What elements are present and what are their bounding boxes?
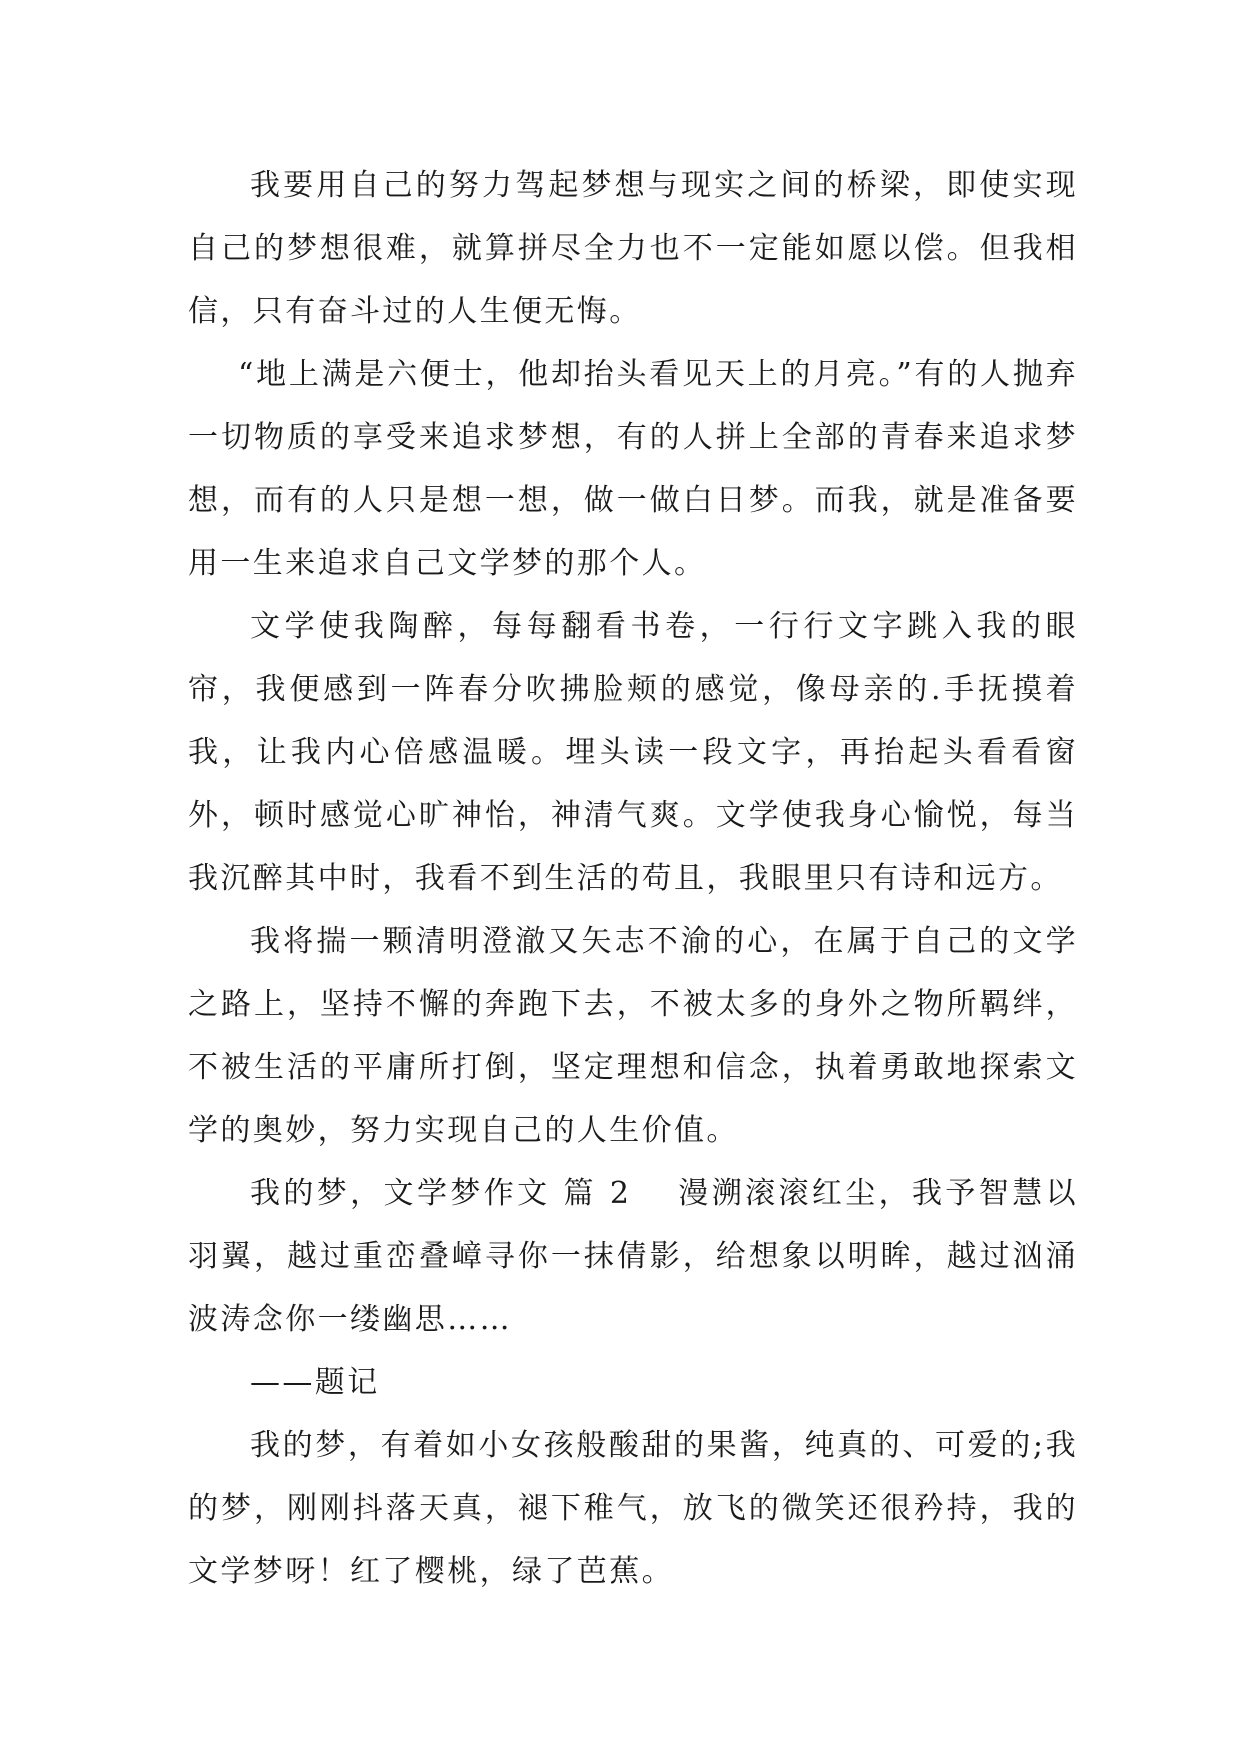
essay-opening: 漫溯滚滚红尘，我予智慧以羽翼，越过重峦叠嶂寻你一抹倩影，给想象以明眸，越过汹涌波涛念你一缕幽思…… — [188, 1176, 1078, 1337]
document-body — [188, 154, 1078, 1603]
essay-title: 我的梦，文学梦作文 — [250, 1176, 551, 1211]
paragraph-bridge: 我要用自己的努力驾起梦想与现实之间的桥梁，即使实现自己的梦想很难，就算拼尽全力也不一定能如愿以偿。但我相信，只有奋斗过的人生便无悔。 — [188, 168, 1078, 329]
paragraph-my-dream: 我的梦，有着如小女孩般酸甜的果酱，纯真的、可爱的;我的梦，刚刚抖落天真，褪下稚气，放飞的微笑还很矜持，我的文学梦呀！红了樱桃，绿了芭蕉。 — [188, 1428, 1078, 1589]
paragraph-sixpence: “地上满是六便士，他却抬头看见天上的月亮。”有的人抛弃一切物质的享受来追求梦想，有的人拼上全部的青春来追求梦想，而有的人只是想一想，做一做白日梦。而我，就是准备要用一生来追求自己文学梦的那个人。 — [188, 357, 1078, 581]
paragraph-literature-intoxication: 文学使我陶醉，每每翻看书卷，一行行文字跳入我的眼帘，我便感到一阵春分吹拂脸颊的感觉，像母亲的.手抚摸着我，让我内心倍感温暖。埋头读一段文字，再抬起头看看窗外，顿时感觉心旷神怡，神清气爽。文学使我身心愉悦，每当我沉醉其中时，我看不到生活的苟且，我眼里只有诗和远方。 — [188, 609, 1078, 896]
essay-label: 篇 2 — [562, 1176, 632, 1211]
inscription: ——题记 — [250, 1365, 380, 1400]
paragraph-resolution: 我将揣一颗清明澄澈又矢志不渝的心，在属于自己的文学之路上，坚持不懈的奔跑下去，不被太多的身外之物所羁绊，不被生活的平庸所打倒，坚定理想和信念，执着勇敢地探索文学的奥妙，努力实现自己的人生价值。 — [188, 924, 1078, 1148]
essay-heading-paragraph — [188, 1162, 1078, 1351]
